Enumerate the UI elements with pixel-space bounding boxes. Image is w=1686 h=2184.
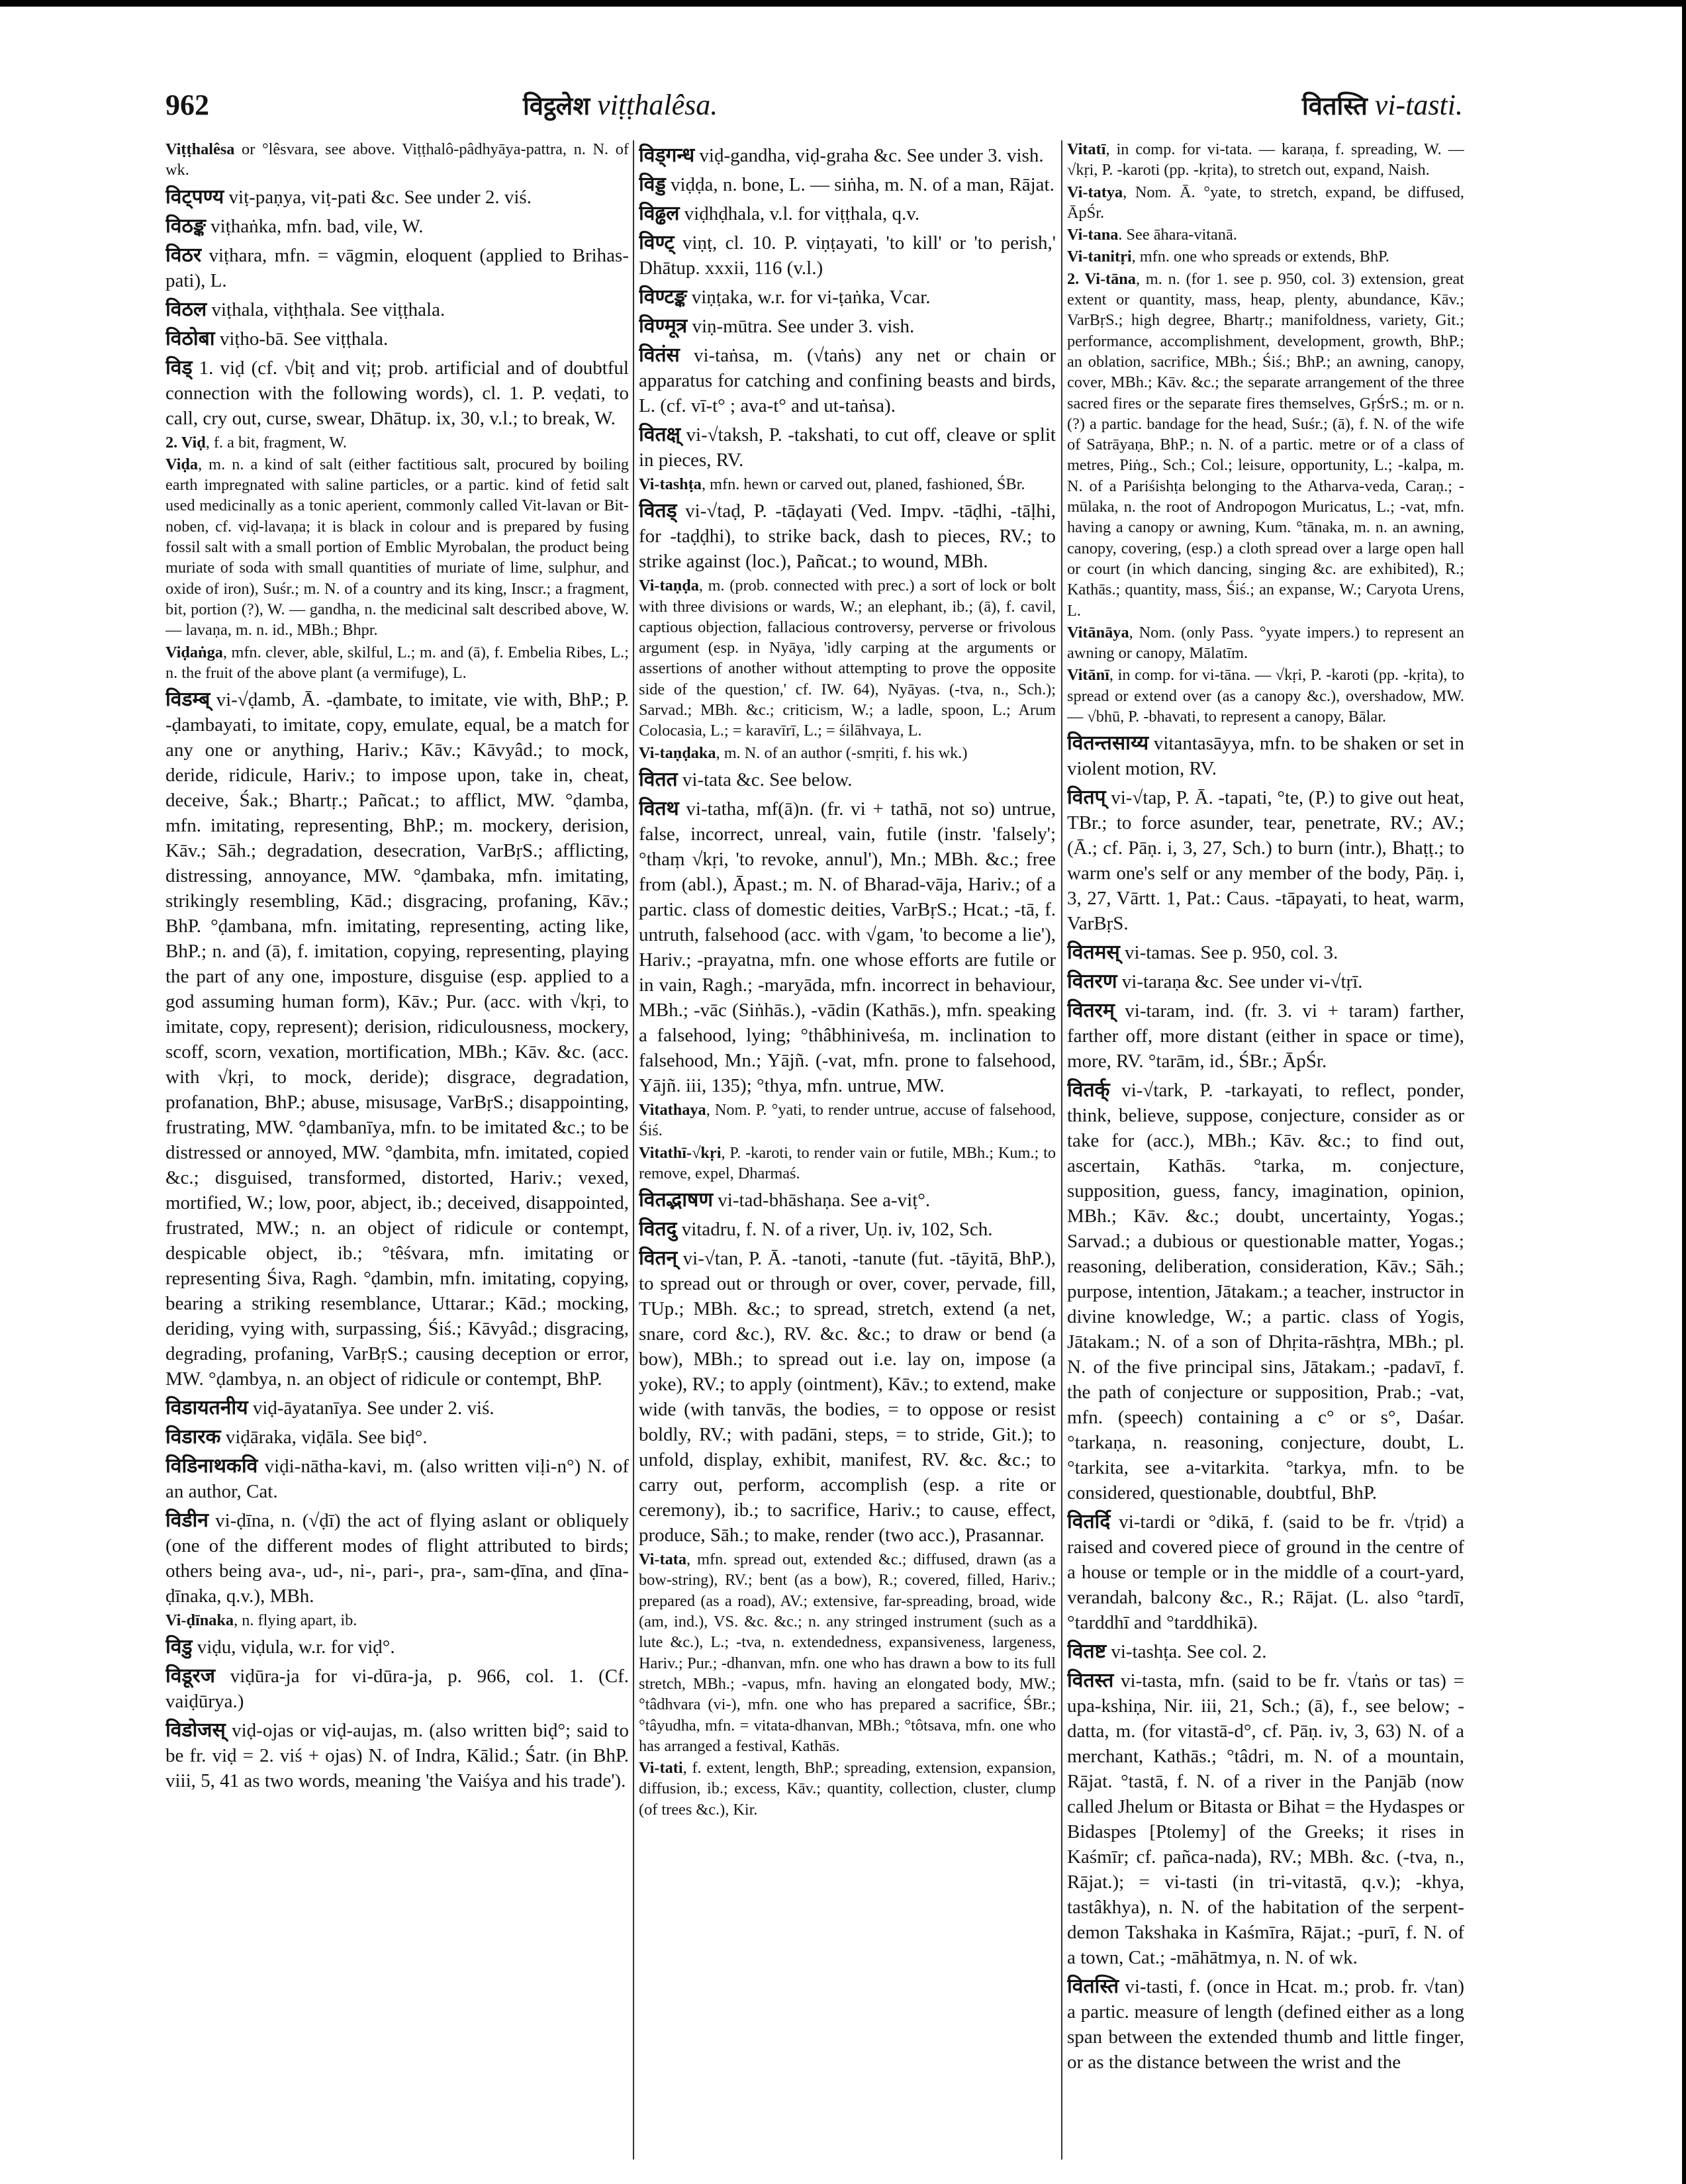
- dictionary-entry: [165, 1664, 629, 1714]
- entry-headword: विढ्ढल: [639, 202, 680, 225]
- entry-definition: viḍhḍhala, v.l. for viṭṭhala, q.v.: [679, 203, 920, 224]
- right-running-head-roman: vi-tasti.: [1374, 89, 1463, 121]
- entry-definition: vi-√tap, P. Ā. -tapati, °te, (P.) to give out heat, TBr.; to force asunder, tear, penetrate, RV.; AV.; (Ā.; cf. Pāṇ. i, 3, 27, Sch.) to burn (intr.), Bhaṭṭ.; to warm one's self or any member of the body, Pāṇ. i, 3, 27, Vārtt. 1, Pat.: Caus. -tāpayati, to heat, warm, VarBṛS.: [1067, 787, 1464, 935]
- entry-definition: , Nom. P. °yati, to render untrue, accuse of falsehood, Śiś.: [639, 1100, 1056, 1140]
- entry-definition: , f. a bit, fragment, W.: [205, 433, 348, 451]
- entry-definition: viṭhaṅka, mfn. bad, vile, W.: [205, 215, 424, 237]
- entry-headword: Vi-ḍīnaka: [165, 1611, 234, 1630]
- entry-definition: vi-tata &c. See below.: [677, 769, 853, 790]
- entry-definition: , mfn. spread out, extended &c.; diffused, drawn (as a bow-string), RV.; bent (as a bow), R.; covered, filled, Hariv.; prepared (as a road), AV.; extensive, far-spreading, broad, wide (am, ind.), VS. &c. &c.; n. any stringed instrument (such as a lute &c.), L.; -tva, n. extendedness, expansiveness, largeness, Hariv.; Pur.; -dhanvan, mfn. one who has drawn a bow to its full stretch, MBh.; -vapus, mfn. having an elongated body, MW.; °tâdhvara (vi-), mfn. one who has prepared a sacrifice, ŚBr.; °tâyudha, mfn. = vitata-dhanvan, MBh.; °tôtsava, mfn. one who has arranged a festival, Kathās.: [639, 1550, 1056, 1755]
- entry-headword: विडीन: [165, 1509, 209, 1533]
- dictionary-entry: [165, 214, 629, 239]
- dictionary-entry: [639, 1549, 1056, 1756]
- dictionary-entry: [639, 343, 1056, 418]
- entry-headword: Vitathī-√kṛi: [639, 1143, 722, 1162]
- entry-headword: विडोजस्: [165, 1719, 226, 1742]
- column-rule-right: [1061, 140, 1062, 2160]
- dictionary-entry: [1067, 665, 1464, 727]
- entry-definition: vi-tatha, mf(ā)n. (fr. vi + tathā, not so) untrue, false, incorrect, unreal, vain, futile (instr. 'falsely'; °thaṃ √kṛi, 'to revoke, annul'), Mn.; MBh. &c.; free from (abl.), Āpast.; m. N. of Bharad-vāja, Hariv.; of a partic. class of domestic deities, VarBṛS.; Hcat.; -tā, f. untruth, falsehood (acc. with √gam, 'to become a lie'), Hariv.; -prayatna, mfn. one whose efforts are futile or in vain, Ragh.; -maryāda, mfn. incorrect in behaviour, MBh.; -vāc (Siṅhās.), -vādin (Kathās.), mfn. speaking a falsehood, lying; °thâbhiniveśa, m. inclination to falsehood, Mn.; Yājñ. (-vat, mfn. prone to falsehood, Yājñ. iii, 135); °thya, mfn. untrue, MW.: [639, 798, 1056, 1096]
- entry-definition: viḍ-ojas or viḍ-aujas, m. (also written biḍ°; said to be fr. viḍ = 2. viś + ojas) N. of Indra, Kālid.; Śatr. (in BhP. viii, 5, 41 as two words, meaning 'the Vaiśya and his trade').: [165, 1720, 629, 1792]
- dictionary-entry: [639, 575, 1056, 741]
- entry-definition: , m. N. of an author (-smṛiti, f. his wk.): [716, 743, 968, 762]
- dictionary-entry: [639, 499, 1056, 574]
- dictionary-entry: [1067, 269, 1464, 621]
- entry-definition: vi-√tark, P. -tarkayati, to reflect, ponder, think, believe, suppose, conjecture, consider as or take for (acc.), MBh.; Kāv. &c.; to find out, ascertain, Kathās. °tarka, m. conjecture, supposition, guess, fancy, imagination, opinion, MBh.; Kāv. &c.; doubt, uncertainty, Yogas.; Sarvad.; a dubious or questionable matter, Yogas.; reasoning, deliberation, consideration, Kāv.; Sāh.; purpose, intention, Jātakam.; a teacher, instructor in divine knowledge, W.; a partic. class of Yogis, Jātakam.; N. of a son of Dhṛita-rāshṭra, MBh.; pl. N. of the five principal sins, Jātakam.; -padavī, f. the path of conjecture or supposition, Prab.; -vat, mfn. (speech) containing a c° or s°, Daśar. °tarkaṇa, n. reasoning, conjecture, doubt, L. °tarkita, see a-vitarkita. °tarkya, mfn. to be considered, questionable, doubtful, BhP.: [1067, 1080, 1464, 1504]
- entry-headword: वितस्ति: [1067, 1975, 1119, 1999]
- dictionary-entry: [1067, 246, 1464, 267]
- dictionary-entry: [165, 1610, 629, 1631]
- entry-headword: विण्ट्: [639, 231, 675, 254]
- dictionary-entry: [639, 422, 1056, 473]
- dictionary-entry: [639, 1246, 1056, 1548]
- dictionary-entry: [639, 172, 1056, 197]
- entry-definition: vi-tashṭa. See col. 2.: [1106, 1641, 1267, 1663]
- entry-definition: vi-tasta, mfn. (said to be fr. √taṅs or tas) = upa-kshiṇa, Nir. iii, 21, Sch.; (ā), f., see below; -datta, m. (for vitastā-d°, cf. Pāṇ. iv, 3, 63) N. of a merchant, Kathās.; °tâdri, m. N. of a mountain, Rājat. °tastā, f. N. of a river in the Panjāb (now called Jhelum or Bitasta or Bihat = the Hydaspes or Bidaspes [Ptolemy] of the Greeks; it rises in Kaśmīr; cf. pañca-nada), RV.; MBh. &c. (-tva, n., Rājat.); = vi-tasti (in tri-vitastā, q.v.); -khya, tastâkhya), n. N. of the habitation of the serpent-demon Takshaka in Kaśmīra, Rājat.; -purī, f. N. of a town, Cat.; -māhātmya, n. N. of wk.: [1067, 1670, 1464, 1969]
- entry-headword: 2. Viḍ: [165, 433, 206, 451]
- dictionary-entry: [1067, 785, 1464, 936]
- entry-definition: viḍ-āyatanīya. See under 2. viś.: [248, 1398, 494, 1419]
- dictionary-entry: [1067, 182, 1464, 224]
- dictionary-entry: [639, 1758, 1056, 1820]
- entry-headword: विण्मूत्र: [639, 314, 688, 338]
- entry-headword: Vi-tanitṛi: [1067, 248, 1132, 266]
- entry-definition: , mfn. one who spreads or extends, BhP.: [1131, 248, 1390, 266]
- column-3: [1067, 139, 1464, 2165]
- entry-definition: vi-tamas. See p. 950, col. 3.: [1119, 942, 1338, 964]
- entry-definition: vi-taraṇa &c. See under vi-√tṛī.: [1117, 971, 1363, 993]
- entry-headword: विडारक: [165, 1425, 221, 1449]
- entry-headword: विठङ्क: [165, 214, 206, 238]
- entry-definition: viḍi-nātha-kavi, m. (also written viḷi-n°) N. of an author, Cat.: [165, 1456, 629, 1503]
- entry-definition: viṇṭ, cl. 10. P. viṇṭayati, 'to kill' or 'to perish,' Dhātup. xxxii, 116 (v.l.): [639, 232, 1056, 279]
- scan-top-edge: [0, 0, 1686, 7]
- entry-headword: Vi-tana: [1067, 226, 1119, 244]
- entry-headword: Vi-tashṭa: [639, 475, 702, 493]
- entry-definition: viṭ-paṇya, viṭ-pati &c. See under 2. viś.: [224, 186, 532, 208]
- entry-definition: viḍūra-ja for vi-dūra-ja, p. 966, col. 1. (Cf. vaiḍūrya.): [165, 1666, 629, 1713]
- entry-headword: वितथ: [639, 796, 679, 820]
- entry-definition: vi-taṅsa, m. (√taṅs) any net or chain or apparatus for catching and confining beasts and birds, L. (cf. vī-t° ; ava-t° and ut-taṅsa).: [639, 345, 1056, 416]
- entry-headword: Vi-tati: [639, 1759, 683, 1778]
- dictionary-entry: [165, 1718, 629, 1793]
- dictionary-entry: [1067, 1974, 1464, 2075]
- dictionary-entry: [165, 139, 629, 181]
- entry-definition: vi-tardi or °dikā, f. (said to be fr. √tṛid) a raised and covered piece of ground in the centre of a house or temple or in the middle of a court-yard, verandah, balcony &c., R.; Rājat. (L. also °tardī, °tarddhī and °tarddhikā).: [1067, 1511, 1464, 1634]
- entry-headword: वितर्दि: [1067, 1510, 1111, 1534]
- entry-headword: वितद्भाषण: [639, 1188, 714, 1212]
- dictionary-entry: [639, 474, 1056, 495]
- dictionary-entry: [639, 767, 1056, 792]
- entry-definition: viṇ-mūtra. See under 3. vish.: [687, 316, 915, 337]
- left-running-head: [523, 85, 718, 126]
- dictionary-entry: [165, 356, 629, 431]
- entry-headword: 2. Vi-tāna: [1067, 269, 1136, 288]
- entry-headword: वितन्तसाय्य: [1067, 732, 1149, 755]
- entry-definition: , n. flying apart, ib.: [234, 1611, 357, 1630]
- entry-headword: Viḍaṅga: [165, 643, 223, 661]
- dictionary-entry: [639, 314, 1056, 339]
- entry-headword: विठोबा: [165, 326, 215, 350]
- entry-headword: वितक्ष्: [639, 423, 681, 446]
- entry-headword: विडूरज: [165, 1664, 216, 1688]
- entry-headword: विठल: [165, 297, 207, 321]
- entry-headword: वितदु: [639, 1217, 677, 1241]
- dictionary-entry: [639, 285, 1056, 310]
- entry-headword: Vi-taṇḍa: [639, 577, 699, 595]
- entry-headword: विडिनाथकवि: [165, 1454, 258, 1478]
- entry-headword: वितप्: [1067, 786, 1106, 810]
- entry-headword: विडम्ब्: [165, 688, 211, 712]
- dictionary-entry: [1067, 969, 1464, 994]
- dictionary-entry: [165, 326, 629, 352]
- entry-headword: Vitathaya: [639, 1100, 706, 1119]
- entry-headword: वितरण: [1067, 970, 1117, 994]
- entry-definition: vi-taram, ind. (fr. 3. vi + taram) farther, farther off, more distant (either in space or time), more, RV. °tarām, id., ŚBr.; ĀpŚr.: [1067, 1000, 1464, 1072]
- entry-definition: vi-√ḍamb, Ā. -ḍambate, to imitate, vie with, BhP.; P. -ḍambayati, to imitate, copy, emulate, equal, be a match for any one or anything, Hariv.; Kāv.; Kāvyâd.; to mock, deride, ridicule, Hariv.; to impose upon, take in, cheat, deceive, Śak.; Bhartṛ.; Pañcat.; to afflict, MW. °ḍamba, mfn. imitating, representing, BhP.; m. mockery, derision, Kāv.; Sāh.; degradation, desecration, VarBṛS.; afflicting, distressing, annoyance, MW. °ḍambaka, mfn. imitating, strikingly resembling, Kād.; disgracing, profaning, Kāv.; BhP. °ḍambana, mfn. imitating, representing, acting like, BhP.; n. and (ā), f. imitation, copying, representing, playing the part of any one, imposture, disguise (esp. applied to a god assuming human form), Kāv.; Pur. (acc. with √kṛi, to imitate, copy, represent); derision, ridiculousness, mockery, scoff, scorn, vexation, mortification, MBh.; Kāv. &c. (acc. with √kṛi, to mock, deride); disgrace, degradation, profanation, BhP.; abuse, misusage, VarBṛS.; disappointing, frustrating, MW. °ḍambanīya, mfn. to be imitated &c.; to be distressed or annoyed, MW. °ḍambita, mfn. imitated, copied &c.; disguised, transformed, distorted, Hariv.; vexed, mortified, W.; low, poor, abject, ib.; deceived, disappointed, frustrated, MW.; n. an object of ridicule or contempt, despicable object, ib.; °têśvara, mfn. imitating or representing Śiva, Ragh. °ḍambin, mfn. imitating, copying, bearing a striking resemblance, Uttarar.; Kād.; mocking, deriding, vying with, surpassing, Śiś.; Kāvyâd.; disgracing, degrading, profaning, VarBṛS.; causing deception or error, MW. °ḍambya, n. an object of ridicule or contempt, BhP.: [165, 689, 629, 1390]
- entry-definition: , Nom. (only Pass. °yyate impers.) to represent an awning or canopy, Mālatīm.: [1067, 623, 1464, 663]
- dictionary-entry: [165, 243, 629, 293]
- entry-headword: विड्ड: [639, 173, 666, 196]
- entry-definition: viṭhala, viṭhṭhala. See viṭṭhala.: [207, 299, 445, 320]
- entry-headword: Viḍa: [165, 455, 199, 473]
- entry-headword: वितस्त: [1067, 1669, 1114, 1693]
- dictionary-entry: [165, 454, 629, 641]
- entry-definition: , f. extent, length, BhP.; spreading, extension, expansion, diffusion, ib.; excess, Kāv.; quantity, collection, cluster, clump (of trees &c.), Kir.: [639, 1759, 1056, 1819]
- entry-headword: वितरम्: [1067, 999, 1115, 1023]
- column-rule-left: [633, 140, 634, 2160]
- entry-headword: वितर्क्: [1067, 1078, 1110, 1102]
- page-header: [165, 85, 1463, 126]
- column-2: [639, 139, 1056, 2165]
- dictionary-entry: [639, 143, 1056, 168]
- entry-headword: Vitānāya: [1067, 623, 1129, 641]
- entry-headword: विठर: [165, 243, 202, 267]
- entry-definition: viṭho-bā. See viṭṭhala.: [214, 328, 389, 350]
- dictionary-entry: [639, 1100, 1056, 1141]
- entry-headword: विट्पण्य: [165, 185, 224, 209]
- entry-definition: vi-tad-bhāshaṇa. See a-viṭ°.: [713, 1190, 931, 1211]
- entry-headword: वितंस: [639, 344, 680, 367]
- entry-definition: viḍāraka, viḍāla. See biḍ°.: [220, 1427, 428, 1448]
- dictionary-entry: [165, 1396, 629, 1421]
- entry-headword: Vitatī: [1067, 140, 1106, 158]
- entry-headword: विडु: [165, 1635, 193, 1659]
- dictionary-entry: [639, 796, 1056, 1098]
- page-number: 962: [165, 89, 209, 121]
- entry-headword: Viṭṭhalêsa: [165, 140, 235, 158]
- entry-headword: विण्टङ्क: [639, 285, 687, 309]
- dictionary-entry: [165, 1508, 629, 1609]
- entry-definition: vi-√taḍ, P. -tāḍayati (Ved. Impv. -tāḍhi, -tāḷhi, for -taḍḍhi), to strike back, dash to pieces, RV.; to strike against (loc.), Pañcat.; to wound, MBh.: [639, 500, 1056, 573]
- entry-headword: विड्गन्ध: [639, 144, 695, 167]
- dictionary-entry: [165, 185, 629, 210]
- entry-definition: , in comp. for vi-tāna. — √kṛi, P. -karoti (pp. -kṛita), to spread or extend over (as a canopy &c.), overshadow, MW. — √bhū, P. -bhavati, to represent a canopy, Bālar.: [1067, 666, 1464, 726]
- entry-definition: 1. viḍ (cf. √biṭ and viṭ; prob. artificial and of doubtful connection with the following words), cl. 1. P. veḍati, to call, cry out, curse, swear, Dhātup. ix, 30, v.l.; to break, W.: [165, 357, 629, 429]
- entry-definition: , in comp. for vi-tata. — karaṇa, f. spreading, W. — √kṛi, P. -karoti (pp. -kṛita), to stretch out, expand, Naish.: [1067, 140, 1464, 179]
- entry-definition: viḍḍa, n. bone, L. — siṅha, m. N. of a man, Rājat.: [665, 174, 1054, 195]
- dictionary-entry: [1067, 1668, 1464, 1970]
- entry-definition: vitadru, f. N. of a river, Uṇ. iv, 102, Sch.: [677, 1219, 993, 1241]
- entry-definition: , Nom. Ā. °yate, to stretch, expand, be diffused, ĀpŚr.: [1067, 183, 1464, 222]
- dictionary-entry: [639, 201, 1056, 226]
- dictionary-entry: [1067, 224, 1464, 245]
- entry-definition: , P. -karoti, to render vain or futile, MBh.; Kum.; to remove, expel, Dharmaś.: [639, 1143, 1056, 1182]
- dictionary-entry: [639, 1188, 1056, 1213]
- entry-definition: . See āhara-vitanā.: [1118, 226, 1237, 244]
- scan-right-edge: [1682, 0, 1686, 2184]
- entry-headword: वितत: [639, 767, 678, 791]
- entry-definition: vi-tasti, f. (once in Hcat. m.; prob. fr. √tan) a partic. measure of length (defined either as a long span between the extended thumb and little finger, or as the distance between the wrist and the: [1067, 1976, 1464, 2073]
- entry-definition: , m. n. a kind of salt (either factitious salt, procured by boiling earth impregnated with saline particles, or a partic. kind of fetid salt used medicinally as a tonic aperient, commonly called Vit-lavan or Bit-noben, cf. viḍ-lavaṇa; it is black in colour and is prepared by fusing fossil salt with a small portion of Emblic Myrobalan, the product being muriate of soda with small quantities of muriate of lime, sulphur, and oxide of iron), Suśr.; m. N. of a country and its king, Inscr.; a fragment, bit, portion (?), W. — gandha, n. the medicinal salt described above, W. — lavaṇa, m. n. id., MBh.; Bhpr.: [165, 455, 629, 640]
- entry-definition: viḍ-gandha, viḍ-graha &c. See under 3. vish.: [694, 145, 1044, 166]
- entry-definition: vi-√taksh, P. -takshati, to cut off, cleave or split in pieces, RV.: [639, 424, 1056, 471]
- left-running-head-devanagari: विट्ठलेश: [523, 91, 590, 120]
- dictionary-entry: [165, 1454, 629, 1504]
- dictionary-entry: [1067, 139, 1464, 181]
- entry-definition: , mfn. hewn or carved out, planed, fashioned, ŚBr.: [701, 475, 1025, 493]
- dictionary-entry: [639, 1143, 1056, 1184]
- entry-definition: , mfn. clever, able, skilful, L.; m. and (ā), f. Embelia Ribes, L.; n. the fruit of the above plant (a vermifuge), L.: [165, 643, 629, 682]
- entry-definition: , m. (prob. connected with prec.) a sort of lock or bolt with three divisions or wards, W.; an elephant, ib.; (ā), f. cavil, captious objection, fallacious controversy, perverse or frivolous argument (esp. in Nyāya, 'idly carping at the arguments or assertions of another without attempting to prove the opposite side of the question,' cf. IW. 64), Nyāyas. (-tva, n., Sch.); Sarvad.; MBh. &c.; criticism, W.; a ladle, spoon, L.; Arum Colocasia, L.; = karavīrī, L.; = śilāhvaya, L.: [639, 577, 1056, 740]
- entry-definition: , m. n. (for 1. see p. 950, col. 3) extension, great extent or quantity, mass, heap, plenty, abundance, Kāv.; VarBṛS.; high degree, Bhartṛ.; manifoldness, variety, Git.; performance, accomplishment, development, growth, BhP.; an oblation, sacrifice, MBh.; Śiś.; BhP.; an awning, canopy, cover, MBh.; Kāv. &c.; the separate arrangement of the three sacred fires or the separate fires themselves, GṛŚrS.; m. or n. (?) a partic. bandage for the head, Suśr.; (ā), f. N. of the wife of Satrāyaṇa, BhP.; n. N. of a partic. metre or of a class of metres, Piṅg., Sch.; Col.; leisure, opportunity, L.; -kalpa, m. N. of a Pariśishṭa belonging to the Atharva-veda, Caraṇ.; -mūlaka, n. the root of Andropogon Muricatus, L.; -vat, mfn. having a canopy or awning, Kum. °tānaka, m. n. an awning, canopy, covering, (esp.) a cloth spread over a large open hall or court (in which dancing, singing &c. are exhibited), R.; Kathās.; quantity, mass, Śiś.; an expanse, W.; Caryota Urens, L.: [1067, 269, 1464, 620]
- entry-definition: viḍu, viḍula, w.r. for viḍ°.: [192, 1637, 395, 1658]
- dictionary-entry: [1067, 940, 1464, 965]
- entry-headword: वितष्ट: [1067, 1640, 1107, 1664]
- entry-headword: Vitānī: [1067, 666, 1109, 685]
- dictionary-entry: [1067, 731, 1464, 781]
- right-running-head: [1302, 85, 1463, 126]
- dictionary-entry: [165, 642, 629, 684]
- dictionary-entry: [639, 1217, 1056, 1242]
- right-running-head-devanagari: वितस्ति: [1301, 91, 1368, 120]
- entry-headword: वितन्: [639, 1247, 678, 1270]
- left-running-head-roman: viṭṭhalêsa.: [597, 89, 718, 121]
- entry-headword: वितड्: [639, 499, 677, 523]
- entry-definition: vitantasāyya, mfn. to be shaken or set in violent motion, RV.: [1067, 733, 1464, 780]
- entry-definition: viṭhara, mfn. = vāgmin, eloquent (applied to Brihas-pati), L.: [165, 244, 629, 291]
- dictionary-entry: [165, 297, 629, 322]
- dictionary-entry: [165, 687, 629, 1392]
- dictionary-entry: [165, 1635, 629, 1660]
- column-1: [165, 139, 629, 2165]
- dictionary-entry: [639, 230, 1056, 281]
- entry-definition: vi-√tan, P. Ā. -tanoti, -tanute (fut. -tāyitā, BhP.), to spread out or through or over, cover, pervade, fill, TUp.; MBh. &c.; to spread, stretch, extend (a net, snare, cord &c.), RV. &c. &c.; to draw or bend (a bow), MBh.; to spread out i.e. lay on, impose (a yoke), RV.; to apply (ointment), Kāv.; to extend, make wide (with tanvās, the bodies, = to oppose or resist boldly, RV.; with padāni, steps, = to stride, Git.); to unfold, display, exhibit, manifest, RV. &c. &c.; to carry out, perform, accomplish (esp. a rite or ceremony), ib.; to sacrifice, Hariv.; to cause, effect, produce, Sāh.; to make, render (two acc.), Prasannar.: [639, 1248, 1056, 1546]
- entry-headword: Vi-taṇḍaka: [639, 743, 716, 762]
- entry-definition: vi-ḍīna, n. (√ḍī) the act of flying aslant or obliquely (one of the different modes of flight attributed to birds; others being ava-, ud-, ni-, pari-, pra-, sam-ḍīna, and ḍīna-ḍīnaka, q.v.), MBh.: [165, 1510, 629, 1607]
- dictionary-entry: [165, 1425, 629, 1450]
- entry-definition: viṇṭaka, w.r. for vi-ṭaṅka, Vcar.: [686, 287, 931, 308]
- entry-headword: विडायतनीय: [165, 1396, 248, 1420]
- entry-headword: Vi-tata: [639, 1550, 686, 1569]
- dictionary-entry: [165, 432, 629, 453]
- entry-headword: विड्: [165, 356, 193, 379]
- dictionary-entry: [1067, 622, 1464, 664]
- entry-definition: or °lêsvara, see above. Viṭṭhalô-pâdhyāya-pattra, n. N. of wk.: [165, 140, 629, 179]
- entry-headword: वितमस्: [1067, 941, 1120, 965]
- entry-headword: Vi-tatya: [1067, 183, 1123, 201]
- dictionary-entry: [1067, 1078, 1464, 1505]
- dictionary-entry: [639, 743, 1056, 763]
- dictionary-entry: [1067, 998, 1464, 1074]
- dictionary-entry: [1067, 1639, 1464, 1664]
- dictionary-entry: [1067, 1509, 1464, 1635]
